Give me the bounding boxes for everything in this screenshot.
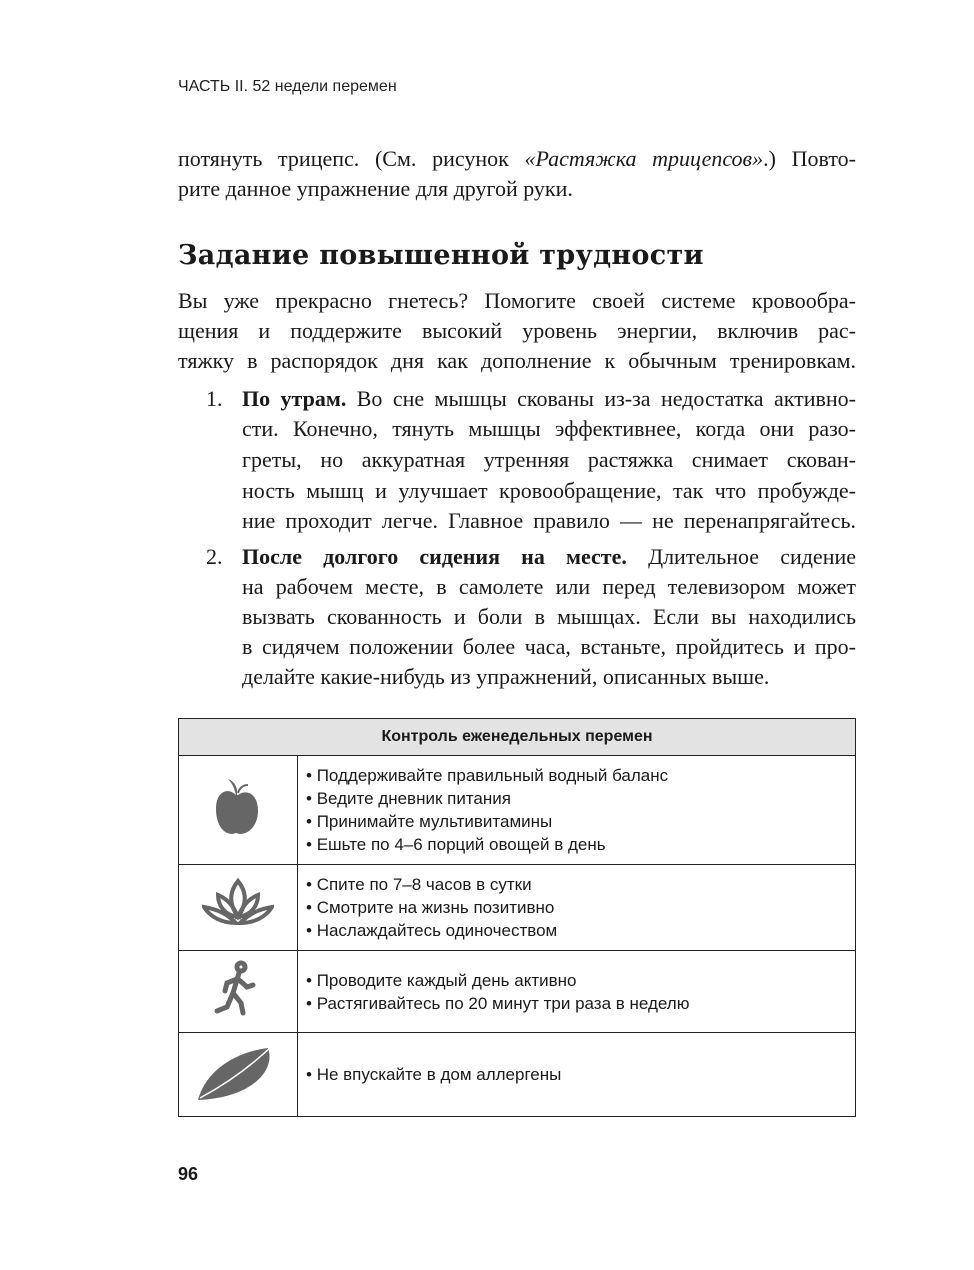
list-line: [242, 384, 856, 414]
list-line: [242, 542, 856, 572]
tip: • Поддерживайте правильный водный баланс: [306, 764, 855, 787]
list-line: ность мышц и улучшает кровообращение, так что пробужде-: [242, 478, 856, 503]
list-label: По утрам.: [242, 386, 347, 411]
list-line: греты, но аккуратная утренняя растяжка снимает скован-: [242, 447, 856, 472]
table-row: [179, 951, 856, 1033]
leaf-icon: [179, 1033, 298, 1117]
para-line: Вы уже прекрасно гнетесь? Помогите своей системе кровообра-: [178, 288, 856, 313]
tip: • Проводите каждый день активно: [306, 969, 855, 992]
list-line: в сидячем положении более часа, встаньте, пройдитесь и про-: [242, 634, 856, 659]
list-line: вызвать скованность и боли в мышцах. Если вы находились: [242, 604, 856, 629]
tip: • Ешьте по 4–6 порций овощей в день: [306, 833, 855, 856]
lotus-icon: [179, 865, 298, 951]
table-row: [179, 756, 856, 865]
text: Длительное сидение: [626, 544, 857, 569]
tip: • Ведите дневник питания: [306, 787, 855, 810]
para-line: тяжку в распорядок дня как дополнение к обычным тренировкам.: [178, 348, 856, 373]
list-number: 2.: [206, 544, 223, 569]
tip: • Растягивайтесь по 20 минут три раза в неделю: [306, 992, 855, 1015]
text: .) Повто-: [763, 146, 857, 171]
list-number: 1.: [206, 386, 223, 411]
list-label: После долгого сидения на месте.: [242, 544, 627, 569]
list-line: делайте какие-нибудь из упражнений, описанных выше.: [242, 664, 770, 689]
page-number: 96: [178, 1164, 199, 1184]
table-row: [179, 1033, 856, 1117]
list-line: сти. Конечно, тянуть мышцы эффективнее, когда они разо-: [242, 416, 856, 441]
list-line: на рабочем месте, в самолете или перед телевизором может: [242, 574, 856, 599]
tips-cell: [298, 756, 856, 865]
tip: • Наслаждайтесь одиночеством: [306, 919, 855, 942]
table-row: [179, 865, 856, 951]
intro-line: [178, 144, 856, 174]
intro-line: рите данное упражнение для другой руки.: [178, 176, 573, 201]
tip: • Не впускайте в дом аллергены: [306, 1063, 855, 1086]
figure-reference: «Растяжка трицепсов»: [524, 146, 764, 171]
tip: • Смотрите на жизнь позитивно: [306, 896, 855, 919]
tip: • Спите по 7–8 часов в сутки: [306, 873, 855, 896]
weekly-changes-table: [178, 718, 856, 1117]
table-title: Контроль еженедельных перемен: [179, 719, 856, 756]
text: потянуть трицепс. (См. рисунок: [178, 146, 525, 171]
text: Во сне мышцы скованы из-за недостатка активно-: [346, 386, 856, 411]
tip: • Принимайте мультивитамины: [306, 810, 855, 833]
runner-icon: [179, 951, 298, 1033]
tips-cell: [298, 951, 856, 1033]
tips-cell: [298, 865, 856, 951]
apple-icon: [179, 756, 298, 865]
para-line: щения и поддержите высокий уровень энергии, включив рас-: [178, 318, 856, 343]
section-heading: Задание повышенной трудности: [178, 240, 704, 271]
tips-cell: [298, 1033, 856, 1117]
list-line: ние проходит легче. Главное правило — не перенапрягайтесь.: [242, 508, 856, 533]
running-head: ЧАСТЬ II. 52 недели перемен: [178, 78, 397, 95]
